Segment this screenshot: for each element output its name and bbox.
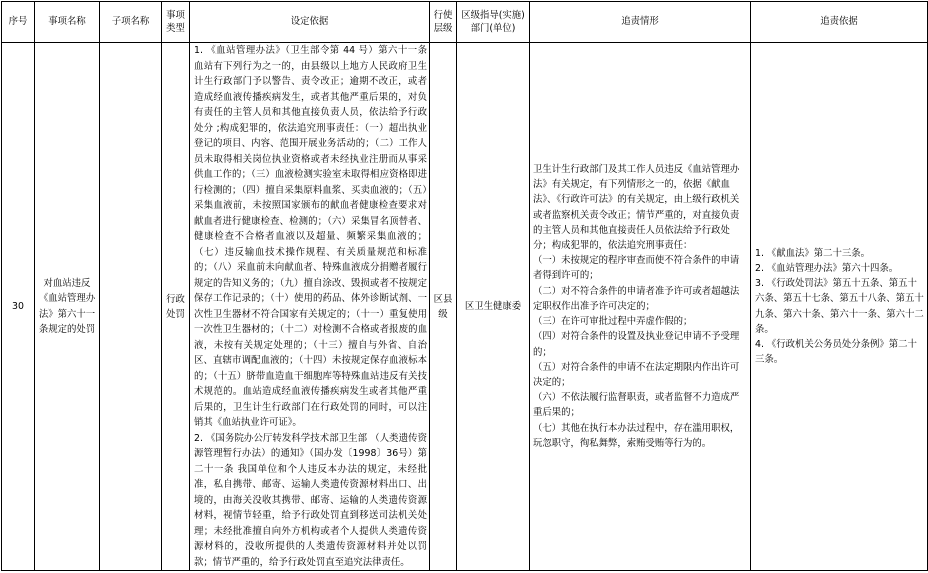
cell-situation [530,43,751,571]
grounds-item-3: 3. 《行政处罚法》第五十五条、第五十六条、第五十七条、第五十八条、第五十九条、第六十条、第六十一条、第六十二条。 [755,278,924,335]
header-situation: 追责情形 [530,2,751,43]
situation-item-5: （五）对符合条件的申请不在法定期限内作出许可决定的； [533,361,740,388]
basis-paragraph-1: 1. 《血站管理办法》（卫生部令第 44 号）第六十一条 血站有下列行为之一的，由县级以上地方人民政府卫生计生行政部门予以警告、责令改正；逾期不改正，或者造成经血液传播疾病发生，或者其他严重后果的，对负有责任的主管人员和其他直接负责人员，依法给予行政处分 ;构成犯罪的，依法追究刑事责任：（一）超出执业登记的项目、内容、范围开展业务活动的；（二）工作人员未取得相关岗位执业资格或者未经执业注册而从事采供血工作的；（三）血液检测实验室未取得相应资格即进行检测的；（四）擅自采集原料血浆、买卖血液的；（五）采集血液前，未按照国家颁布的献血者健康检查要求对献血者进行健康检查、检测的；（六）采集冒名顶替者、健康检查不合格者血液以及超量、频繁采集血液的；（七）违反输血技术操作规程、有关质量规范和标准的；（八）采血前未向献血者、特殊血液成分捐赠者履行规定的告知义务的；（九）擅自涂改、毁损或者不按规定保存工作记录的；（十）使用的药品、体外诊断试剂、一次性卫生器材不符合国家有关规定的；（十一）重复使用一次性卫生器材的；（十二）对检测不合格或者报废的血液，未按有关规定处理的；（十三）擅自与外省、自治区、直辖市调配血液的；（十四）未按规定保存血液标本的；（十五）脐带血造血干细胞库等特殊血站违反有关技术规范的。血站造成经血液传播疾病发生或者其他严重后果的，卫生计生行政部门在行政处罚的同时，可以注销其《血站执业许可证》。 [194,45,427,428]
grounds-item-1: 1. 《献血法》第二十三条。 [755,247,871,259]
header-seq: 序号 [2,2,35,43]
grounds-item-2: 2. 《血站管理办法》第六十四条。 [755,262,899,274]
situation-item-2: （二）对不符合条件的申请者准予许可或者超越法定职权作出准予许可决定的； [533,285,740,312]
cell-item-type: 行政处罚 [162,43,190,571]
table-row [2,43,928,571]
cell-item-name: 对血站违反《血站管理办法》第六十一条规定的处罚 [35,43,100,571]
header-item-name: 事项名称 [35,2,100,43]
header-level: 行使层级 [430,2,457,43]
header-row [2,2,928,43]
situation-item-4: （四）对符合条件的设置及执业登记申请不予受理的； [533,331,740,358]
header-grounds: 追责依据 [751,2,928,43]
cell-grounds [751,43,928,571]
situation-item-7: （七）其他在执行本办法过程中，存在滥用职权，玩忽职守，徇私舞弊，索贿受贿等行为的。 [533,422,740,449]
header-dept: 区级指导(实施)部门(单位) [457,2,530,43]
cell-basis [190,43,430,571]
header-basis: 设定依据 [190,2,430,43]
basis-paragraph-2: 2. 《国务院办公厅转发科学技术部卫生部 （人类遗传资源管理暂行办法）的通知》（国办发〔1998〕36号）第二十一条 我国单位和个人违反本办法的规定，未经批准，私自携带、邮寄、运输人类遗传资源材料出口、出境的，由海关没收其携带、邮寄、运输的人类遗传资源材料，视情节轻重，给予行政处罚直到移送司法机关处理；未经批准擅自向外方机构或者个人提供人类遗传资源材料的，没收所提供的人类遗传资源材料并处以罚款；情节严重的，给予行政处罚直至追究法律责任。 [194,432,427,568]
accountability-table [1,1,928,571]
cell-seq: 30 [2,43,35,571]
cell-dept: 区卫生健康委 [457,43,530,571]
situation-item-3: （三）在许可审批过程中弄虚作假的； [533,316,693,328]
situation-item-1: （一）未按规定的程序审查而使不符合条件的申请者得到许可的； [533,255,740,282]
grounds-item-4: 4. 《行政机关公务员处分条例》第二十三条。 [755,338,917,366]
situation-item-6: （六）不依法履行监督职责，或者监督不力造成严重后果的； [533,392,740,419]
header-item-type: 事项类型 [162,2,190,43]
situation-intro: 卫生计生行政部门及其工作人员违反《血站管理办法》有关规定，有下列情形之一的，依据《献血法》、《行政许可法》的有关规定，由上级行政机关或者监察机关责令改正；情节严重的，对直接负责的主管人员和其他直接责任人员依法给予行政处分；构成犯罪的，依法追究刑事责任： [533,164,740,252]
header-sub-item-name: 子项名称 [100,2,162,43]
cell-level: 区县级 [430,43,457,571]
cell-sub-item-name [100,43,162,571]
